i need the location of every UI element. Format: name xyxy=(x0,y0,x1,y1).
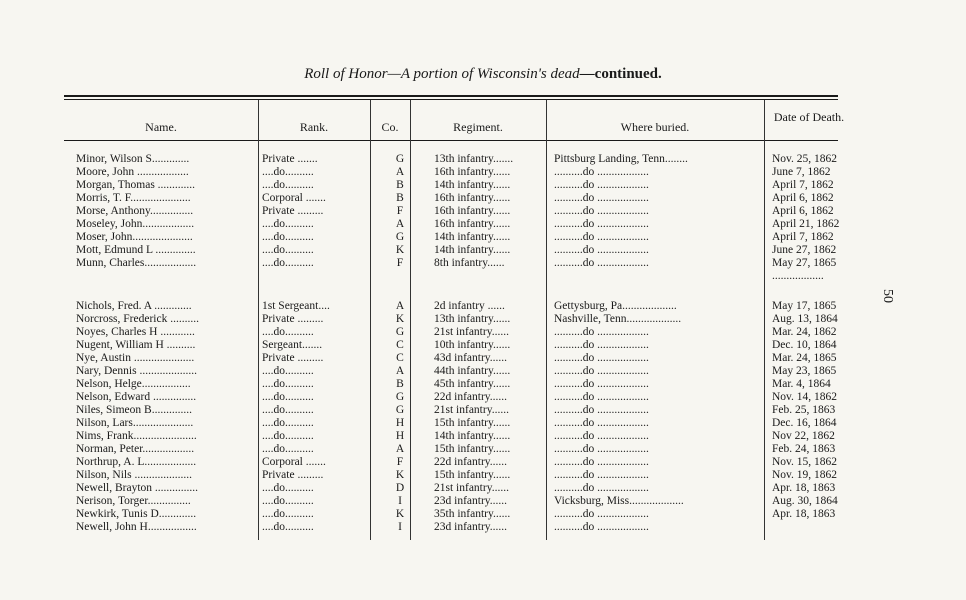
table-row xyxy=(64,218,838,231)
cell-co: G xyxy=(395,391,405,403)
cell-regiment: 35th infantry...... xyxy=(434,508,511,520)
cell-name: Newell, Brayton ............... xyxy=(76,482,199,494)
cell-rank: ....do.......... xyxy=(262,257,314,269)
cell-regiment: 22d infantry...... xyxy=(434,391,508,403)
cell-date: Feb. 25, 1863 xyxy=(772,404,836,416)
cell-rank: ....do.......... xyxy=(262,404,314,416)
table-row xyxy=(64,192,838,205)
table-row xyxy=(64,166,838,179)
cell-buried: ..........do .................. xyxy=(554,339,649,351)
cell-regiment: 16th infantry...... xyxy=(434,218,511,230)
cell-date: Feb. 24, 1863 xyxy=(772,443,836,455)
table-row xyxy=(64,270,838,283)
cell-co: D xyxy=(395,482,405,494)
cell-name: Nilson, Lars..................... xyxy=(76,417,194,429)
cell-name: Nerison, Torger............... xyxy=(76,495,191,507)
cell-name: Nugent, William H .......... xyxy=(76,339,196,351)
cell-name: Norman, Peter.................. xyxy=(76,443,195,455)
cell-co: F xyxy=(396,456,404,468)
cell-name: Morris, T. F..................... xyxy=(76,192,191,204)
table-row xyxy=(64,378,838,391)
cell-co: F xyxy=(396,205,404,217)
header-co: Co. xyxy=(381,120,399,134)
cell-buried: ..........do .................. xyxy=(554,326,649,338)
cell-co: I xyxy=(398,495,402,507)
cell-co: K xyxy=(395,508,405,520)
top-rule xyxy=(64,95,838,97)
cell-co: K xyxy=(395,244,405,256)
table-row xyxy=(64,179,838,192)
cell-buried: ..........do .................. xyxy=(554,391,649,403)
cell-regiment: 13th infantry...... xyxy=(434,313,511,325)
page-title xyxy=(0,66,966,83)
table-row xyxy=(64,313,838,326)
cell-date: April 21, 1862 xyxy=(772,218,840,230)
cell-date: Dec. 10, 1864 xyxy=(772,339,837,351)
cell-rank: ....do.......... xyxy=(262,391,314,403)
cell-buried: ..........do .................. xyxy=(554,166,649,178)
cell-rank: Sergeant....... xyxy=(262,339,323,351)
cell-regiment: 21st infantry...... xyxy=(434,482,509,494)
cell-co: I xyxy=(398,521,402,533)
cell-rank: Private ......... xyxy=(262,205,324,217)
cell-regiment: 23d infantry...... xyxy=(434,521,508,533)
cell-regiment: 45th infantry...... xyxy=(434,378,511,390)
cell-name: Norcross, Frederick .......... xyxy=(76,313,199,325)
cell-regiment: 14th infantry...... xyxy=(434,244,511,256)
cell-date: June 7, 1862 xyxy=(772,166,831,178)
cell-regiment: 16th infantry...... xyxy=(434,192,511,204)
cell-regiment: 16th infantry...... xyxy=(434,166,511,178)
cell-buried: ..........do .................. xyxy=(554,352,649,364)
page-number: 50 xyxy=(880,289,895,303)
cell-name: Nary, Dennis .................... xyxy=(76,365,197,377)
cell-regiment: 23d infantry...... xyxy=(434,495,508,507)
cell-date: April 6, 1862 xyxy=(772,192,834,204)
cell-co: H xyxy=(395,430,405,442)
cell-rank: Corporal ....... xyxy=(262,192,326,204)
cell-co: G xyxy=(395,404,405,416)
cell-co: F xyxy=(396,257,404,269)
cell-buried: ..........do .................. xyxy=(554,456,649,468)
table-row xyxy=(64,244,838,257)
table-row xyxy=(64,153,838,166)
cell-buried: ..........do .................. xyxy=(554,179,649,191)
cell-rank: ....do.......... xyxy=(262,430,314,442)
cell-rank: ....do.......... xyxy=(262,218,314,230)
cell-co: A xyxy=(395,300,405,312)
table-row xyxy=(64,231,838,244)
cell-name: Northrup, A. L.................. xyxy=(76,456,197,468)
cell-regiment: 43d infantry...... xyxy=(434,352,508,364)
cell-rank: ....do.......... xyxy=(262,508,314,520)
table-row xyxy=(64,404,838,417)
cell-date: April 7, 1862 xyxy=(772,179,834,191)
cell-rank: ....do.......... xyxy=(262,482,314,494)
cell-date: Apr. 18, 1863 xyxy=(772,508,836,520)
cell-rank: ....do.......... xyxy=(262,495,314,507)
cell-buried: ..........do .................. xyxy=(554,430,649,442)
cell-rank: ....do.......... xyxy=(262,521,314,533)
cell-buried: ..........do .................. xyxy=(554,205,649,217)
cell-buried: ..........do .................. xyxy=(554,521,649,533)
cell-co: B xyxy=(396,192,404,204)
table-row xyxy=(64,257,838,270)
table-row xyxy=(64,443,838,456)
table-row xyxy=(64,508,838,521)
cell-buried: ..........do .................. xyxy=(554,365,649,377)
cell-regiment: 15th infantry...... xyxy=(434,443,511,455)
cell-rank: ....do.......... xyxy=(262,326,314,338)
cell-date: Mar. 24, 1865 xyxy=(772,352,837,364)
cell-rank: ....do.......... xyxy=(262,365,314,377)
cell-co: G xyxy=(395,326,405,338)
cell-rank: Private ......... xyxy=(262,469,324,481)
cell-regiment: 15th infantry...... xyxy=(434,469,511,481)
cell-rank: ....do.......... xyxy=(262,179,314,191)
cell-buried: ..........do .................. xyxy=(554,192,649,204)
table-row xyxy=(64,205,838,218)
cell-co: G xyxy=(395,231,405,243)
cell-regiment: 22d infantry...... xyxy=(434,456,508,468)
cell-buried: ..........do .................. xyxy=(554,404,649,416)
title-main: Roll of Honor—A portion of Wisconsin's dead xyxy=(304,66,580,82)
cell-date: June 27, 1862 xyxy=(772,244,837,256)
cell-date: April 6, 1862 xyxy=(772,205,834,217)
cell-date: Aug. 30, 1864 xyxy=(772,495,838,507)
cell-co: B xyxy=(396,378,404,390)
cell-co: H xyxy=(395,417,405,429)
cell-name: Nelson, Helge................. xyxy=(76,378,191,390)
table-row xyxy=(64,417,838,430)
header-date: Date of Death. xyxy=(773,110,845,124)
cell-co: G xyxy=(395,153,405,165)
cell-co: K xyxy=(395,469,405,481)
cell-buried: ..........do .................. xyxy=(554,244,649,256)
cell-name: Noyes, Charles H ............ xyxy=(76,326,195,338)
cell-name: Morse, Anthony............... xyxy=(76,205,194,217)
cell-name: Nichols, Fred. A ............. xyxy=(76,300,192,312)
cell-name: Moseley, John.................. xyxy=(76,218,195,230)
cell-date: Nov. 25, 1862 xyxy=(772,153,838,165)
table-row xyxy=(64,326,838,339)
cell-co: A xyxy=(395,166,405,178)
cell-name: Nilson, Nils .................... xyxy=(76,469,192,481)
cell-rank: ....do.......... xyxy=(262,231,314,243)
cell-co: B xyxy=(396,179,404,191)
cell-date: Nov. 14, 1862 xyxy=(772,391,838,403)
table-row xyxy=(64,300,838,313)
cell-name: Moore, John .................. xyxy=(76,166,189,178)
cell-date: May 17, 1865 xyxy=(772,300,837,312)
cell-date: Mar. 4, 1864 xyxy=(772,378,831,390)
header-regiment: Regiment. xyxy=(453,120,503,134)
cell-name: Nelson, Edward ............... xyxy=(76,391,197,403)
table-row xyxy=(64,482,838,495)
cell-buried: Pittsburg Landing, Tenn........ xyxy=(554,153,688,165)
cell-buried: ..........do .................. xyxy=(554,443,649,455)
cell-buried: ..........do .................. xyxy=(554,469,649,481)
cell-date: Apr. 18, 1863 xyxy=(772,482,836,494)
cell-name: Newkirk, Tunis D............. xyxy=(76,508,197,520)
cell-regiment: 21st infantry...... xyxy=(434,404,509,416)
cell-regiment: 10th infantry...... xyxy=(434,339,511,351)
cell-date: Dec. 16, 1864 xyxy=(772,417,837,429)
cell-rank: Corporal ....... xyxy=(262,456,326,468)
cell-date: May 27, 1865 xyxy=(772,257,837,269)
cell-name: Moser, John..................... xyxy=(76,231,193,243)
cell-date: .................. xyxy=(772,270,824,282)
table-row xyxy=(64,339,838,352)
header-name: Name. xyxy=(145,120,177,134)
cell-buried: ..........do .................. xyxy=(554,378,649,390)
cell-buried: ..........do .................. xyxy=(554,417,649,429)
cell-name: Mott, Edmund L .............. xyxy=(76,244,196,256)
cell-rank: Private ....... xyxy=(262,153,318,165)
cell-date: Mar. 24, 1862 xyxy=(772,326,837,338)
cell-regiment: 15th infantry...... xyxy=(434,417,511,429)
cell-rank: 1st Sergeant.... xyxy=(262,300,330,312)
cell-rank: ....do.......... xyxy=(262,166,314,178)
cell-name: Nims, Frank...................... xyxy=(76,430,197,442)
cell-regiment: 44th infantry...... xyxy=(434,365,511,377)
cell-rank: Private ......... xyxy=(262,352,324,364)
top-rule-thin xyxy=(64,99,838,100)
table-row xyxy=(64,430,838,443)
cell-rank: ....do.......... xyxy=(262,417,314,429)
cell-regiment: 13th infantry....... xyxy=(434,153,514,165)
cell-rank: ....do.......... xyxy=(262,443,314,455)
table-row xyxy=(64,365,838,378)
cell-rank: Private ......... xyxy=(262,313,324,325)
cell-buried: Gettysburg, Pa................... xyxy=(554,300,677,312)
cell-rank: ....do.......... xyxy=(262,378,314,390)
cell-date: May 23, 1865 xyxy=(772,365,837,377)
table-row xyxy=(64,495,838,508)
cell-buried: ..........do .................. xyxy=(554,482,649,494)
title-suffix: —continued. xyxy=(579,66,662,82)
cell-regiment: 21st infantry...... xyxy=(434,326,509,338)
cell-co: A xyxy=(395,443,405,455)
cell-name: Munn, Charles.................. xyxy=(76,257,197,269)
cell-regiment: 2d infantry ...... xyxy=(434,300,505,312)
cell-co: C xyxy=(396,339,404,351)
cell-name: Nye, Austin ..................... xyxy=(76,352,195,364)
cell-co: C xyxy=(396,352,404,364)
header-buried: Where buried. xyxy=(620,120,690,134)
cell-regiment: 14th infantry...... xyxy=(434,179,511,191)
cell-co: A xyxy=(395,218,405,230)
table-row xyxy=(64,469,838,482)
header-rule xyxy=(64,140,838,141)
table-row xyxy=(64,456,838,469)
cell-co: K xyxy=(395,313,405,325)
cell-name: Minor, Wilson S............. xyxy=(76,153,190,165)
table-row xyxy=(64,521,838,534)
cell-regiment: 8th infantry...... xyxy=(434,257,505,269)
cell-name: Newell, John H................. xyxy=(76,521,197,533)
table-row xyxy=(64,391,838,404)
cell-regiment: 14th infantry...... xyxy=(434,430,511,442)
cell-rank: ....do.......... xyxy=(262,244,314,256)
cell-name: Niles, Simeon B.............. xyxy=(76,404,192,416)
cell-date: Aug. 13, 1864 xyxy=(772,313,838,325)
cell-buried: Nashville, Tenn................... xyxy=(554,313,682,325)
cell-co: A xyxy=(395,365,405,377)
cell-regiment: 14th infantry...... xyxy=(434,231,511,243)
cell-buried: Vicksburg, Miss................... xyxy=(554,495,684,507)
cell-date: April 7, 1862 xyxy=(772,231,834,243)
cell-buried: ..........do .................. xyxy=(554,218,649,230)
header-rank: Rank. xyxy=(299,120,329,134)
cell-buried: ..........do .................. xyxy=(554,508,649,520)
table-row xyxy=(64,352,838,365)
cell-date: Nov. 15, 1862 xyxy=(772,456,838,468)
cell-date: Nov 22, 1862 xyxy=(772,430,835,442)
cell-buried: ..........do .................. xyxy=(554,231,649,243)
cell-name: Morgan, Thomas ............. xyxy=(76,179,196,191)
cell-date: Nov. 19, 1862 xyxy=(772,469,838,481)
cell-buried: ..........do .................. xyxy=(554,257,649,269)
cell-regiment: 16th infantry...... xyxy=(434,205,511,217)
